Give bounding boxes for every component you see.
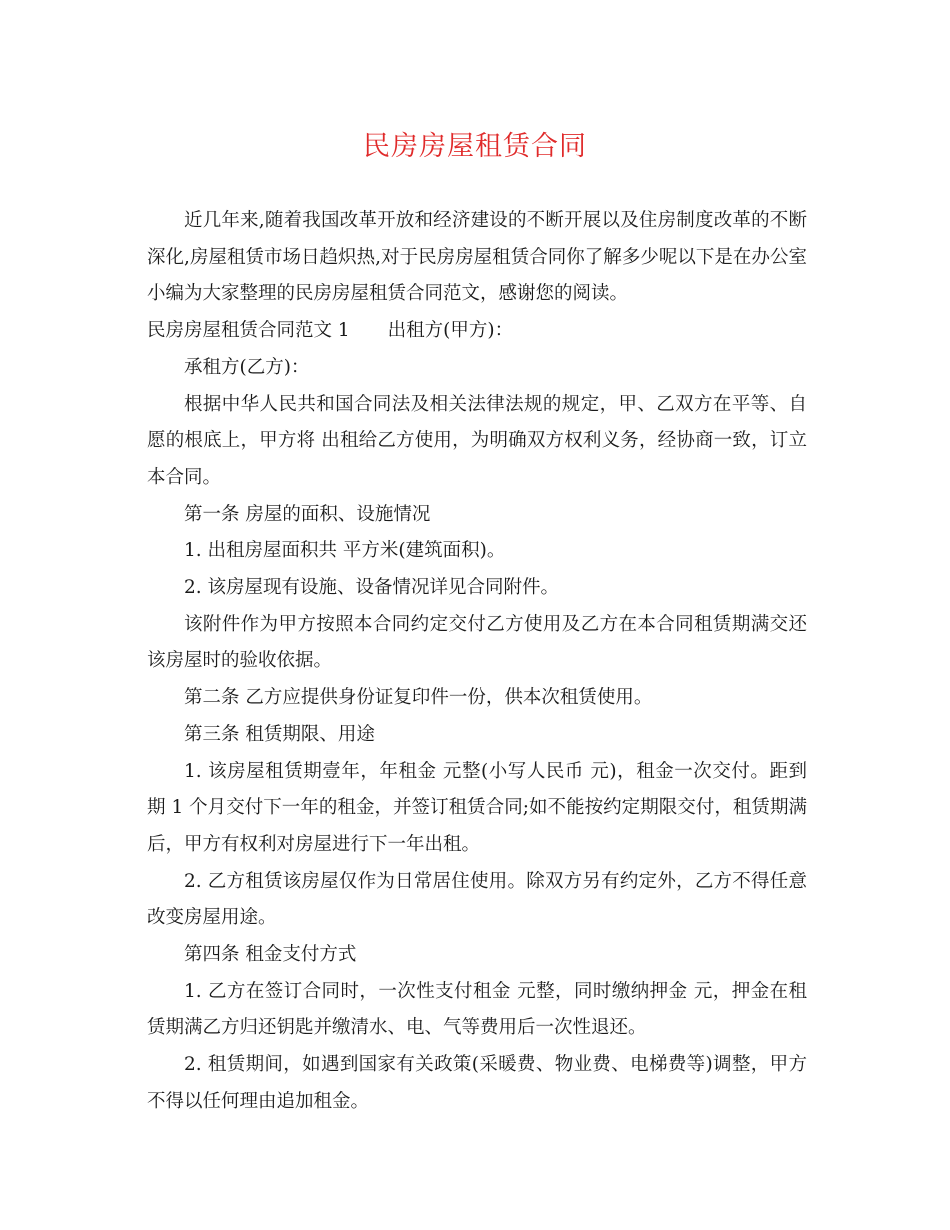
- lessor-label: 出租方(甲方)：: [387, 320, 514, 342]
- sample-heading-line: [147, 313, 807, 350]
- preamble-paragraph: 根据中华人民共和国合同法及相关法律法规的规定，甲、乙双方在平等、自愿的根底上，甲方将 出租给乙方使用，为明确双方权利义务，经协商一致，订立本合同。: [147, 393, 807, 488]
- article-4-item-2: 2. 租赁期间，如遇到国家有关政策(采暖费、物业费、电梯费等)调整，甲方不得以任何理由追加租金。: [147, 1054, 807, 1112]
- article-1-item-2: 2. 该房屋现有设施、设备情况详见合同附件。: [184, 577, 560, 599]
- document-body: [147, 203, 807, 1121]
- article-1-title: 第一条 房屋的面积、设施情况: [184, 503, 431, 525]
- document-title: 民房房屋租赁合同: [363, 131, 587, 162]
- article-4-item-1: 1. 乙方在签订合同时，一次性支付租金 元整，同时缴纳押金 元，押金在租赁期满乙方归还钥匙并缴清水、电、气等费用后一次性退还。: [147, 980, 807, 1039]
- lessee-label: 承租方(乙方)：: [184, 356, 310, 378]
- sample-heading: 民房房屋租赁合同范文 1: [147, 320, 350, 342]
- article-3-item-2: 2. 乙方租赁该房屋仅作为日常居住使用。除双方另有约定外，乙方不得任意改变房屋用途。: [147, 870, 807, 929]
- intro-paragraph: 近几年来,随着我国改革开放和经济建设的不断开展以及住房制度改革的不断深化,房屋租赁市场日趋炽热,对于民房房屋租赁合同你了解多少呢以下是在办公室小编为大家整理的民房房屋租赁合同范文，感谢您的阅读。: [147, 210, 807, 305]
- article-1-item-1: 1. 出租房屋面积共 平方米(建筑面积)。: [184, 540, 506, 562]
- article-2: 第二条 乙方应提供身份证复印件一份，供本次租赁使用。: [184, 687, 653, 709]
- article-3-item-1: 1. 该房屋租赁期壹年，年租金 元整(小写人民币 元)，租金一次交付。距到期 1 个月交付下一年的租金，并签订租赁合同;如不能按约定期限交付，租赁期满后，甲方有权利对房屋进行下一年出租。: [147, 760, 807, 855]
- article-3-title: 第三条 租赁期限、用途: [184, 723, 375, 745]
- article-4-title: 第四条 租金支付方式: [184, 944, 357, 966]
- article-1-note: 该附件作为甲方按照本合同约定交付乙方使用及乙方在本合同租赁期满交还该房屋时的验收依据。: [147, 613, 807, 672]
